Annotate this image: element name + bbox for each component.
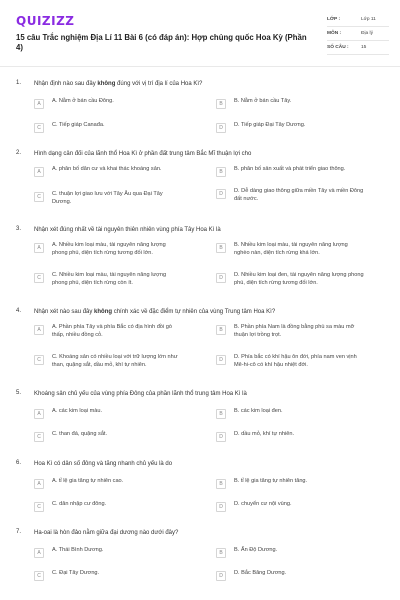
option-a[interactable]	[34, 408, 182, 422]
option-letter: A	[34, 99, 44, 109]
option-text: B. Ấn Độ Dương.	[234, 547, 278, 553]
option-letter: C	[34, 432, 44, 442]
option-text: B. các kim loại đen.	[234, 408, 283, 414]
meta-key: SỐ CÂU :	[327, 45, 349, 50]
option-d[interactable]	[216, 188, 364, 210]
option-a[interactable]	[34, 166, 182, 180]
option-letter: C	[34, 502, 44, 512]
option-text: A. Nhiều kim loại màu, tài nguyên năng lượng phong phú, diện tích rừng tương đối lớn.	[52, 242, 166, 256]
worksheet-header	[0, 0, 400, 66]
option-text: A. Phần phía Tây và phía Bắc có địa hình đồi gò thấp, nhiều đồng cỏ.	[52, 324, 172, 338]
option-letter: C	[34, 273, 44, 283]
option-letter: C	[34, 355, 44, 365]
option-text: D. chuyển cư nội vùng.	[234, 501, 292, 507]
option-text: C. Đại Tây Dương.	[52, 570, 100, 576]
option-c[interactable]	[34, 354, 182, 376]
page-title: 15 câu Trắc nghiệm Địa Lí 11 Bài 6 (có đáp án): Hợp chủng quốc Hoa Kỳ (Phần 4)	[16, 33, 307, 52]
option-a[interactable]	[34, 242, 182, 264]
option-text: C. Khoáng sản có nhiều loại với trữ lượng lớn như than, quặng sắt, dầu mỏ, khí tự nhiên.	[52, 354, 178, 368]
option-a[interactable]	[34, 324, 182, 346]
meta-row-question-count	[327, 41, 389, 55]
option-text: C. Tiếp giáp Canađa.	[52, 122, 105, 128]
option-letter: C	[34, 192, 44, 202]
option-letter: A	[34, 479, 44, 489]
option-letter: D	[216, 432, 226, 442]
option-letter: C	[34, 123, 44, 133]
question-text: Nhận định nào sau đây không đúng với vị trí địa lí của Hoa Kì?	[34, 81, 203, 87]
question-text: Ha-oai là hòn đảo nằm giữa đại dương nào dưới đây?	[34, 530, 179, 536]
option-b[interactable]	[216, 242, 364, 264]
option-letter: D	[216, 189, 226, 199]
meta-value: Địa lý	[361, 31, 373, 36]
question-text: Nhận xét nào sau đây không chính xác về đặc điểm tự nhiên của vùng Trung tâm Hoa Kì?	[34, 309, 276, 315]
option-text: B. phân bố sản xuất và phát triển giao thông.	[234, 166, 346, 172]
option-b[interactable]	[216, 98, 364, 112]
meta-row-class	[327, 13, 389, 27]
option-text: A. phân bố dân cư và khai thác khoáng sản.	[52, 166, 162, 172]
option-c[interactable]	[34, 122, 182, 136]
option-b[interactable]	[216, 547, 364, 561]
option-c[interactable]	[34, 431, 182, 445]
meta-value: Lớp 11	[361, 17, 376, 22]
option-text: B. Nhiều kim loại màu, tài nguyên năng lượng nghèo nàn, diện tích rừng khá lớn.	[234, 242, 348, 256]
option-letter: B	[216, 479, 226, 489]
option-d[interactable]	[216, 501, 364, 515]
option-text: C. thuận lợi giao lưu với Tây Âu qua Đại Tây Dương.	[52, 191, 163, 205]
question-number: 1.	[16, 80, 22, 86]
option-d[interactable]	[216, 570, 364, 584]
option-letter: D	[216, 355, 226, 365]
option-c[interactable]	[34, 570, 182, 584]
option-text: D. Phía bắc có khí hậu ôn đới, phía nam ven vịnh Mê-hi-cô có khí hậu nhiệt đới.	[234, 354, 357, 368]
option-letter: B	[216, 99, 226, 109]
option-letter: B	[216, 409, 226, 419]
meta-key: MÔN :	[327, 31, 342, 36]
option-letter: A	[34, 167, 44, 177]
option-letter: A	[34, 325, 44, 335]
option-letter: B	[216, 243, 226, 253]
question-text: Nhận xét đúng nhất về tài nguyên thiên nhiên vùng phía Tây Hoa Kì là	[34, 227, 221, 233]
option-letter: A	[34, 243, 44, 253]
option-a[interactable]	[34, 98, 182, 112]
meta-table	[327, 13, 389, 55]
option-text: D. Tiếp giáp Đại Tây Dương.	[234, 122, 306, 128]
question-text: Hình dạng cân đối của lãnh thổ Hoa Kì ở phần đất trung tâm Bắc Mĩ thuận lợi cho	[34, 151, 252, 157]
option-text: D. Nhiều kim loại đen, tài nguyên năng lượng phong phú, diện tích rừng tương đối lớn.	[234, 272, 364, 286]
question-number: 3.	[16, 226, 22, 232]
option-text: B. Phần phía Nam là đồng bằng phù sa màu mỡ thuận lợi trồng trọt.	[234, 324, 355, 338]
option-text: C. than đá, quặng sắt.	[52, 431, 108, 437]
option-letter: D	[216, 571, 226, 581]
meta-key: LỚP :	[327, 17, 341, 22]
option-d[interactable]	[216, 354, 364, 376]
option-text: B. tỉ lệ gia tăng tự nhiên tăng.	[234, 478, 308, 484]
question-number: 6.	[16, 460, 22, 466]
option-b[interactable]	[216, 478, 364, 492]
option-c[interactable]	[34, 501, 182, 515]
question-text: Khoáng sản chủ yếu của vùng phía Đông của phần lãnh thổ trung tâm Hoa Kì là	[34, 391, 247, 397]
option-text: A. Thái Bình Dương.	[52, 547, 104, 553]
header-divider	[0, 66, 400, 67]
option-text: D. dầu mỏ, khí tự nhiên.	[234, 431, 295, 437]
option-text: A. các kim loại màu.	[52, 408, 103, 414]
question-number: 7.	[16, 529, 22, 535]
option-text: D. Bắc Băng Dương.	[234, 570, 287, 576]
option-letter: D	[216, 273, 226, 283]
option-d[interactable]	[216, 122, 364, 136]
option-text: C. dân nhập cư đông.	[52, 501, 107, 507]
option-d[interactable]	[216, 431, 364, 445]
option-b[interactable]	[216, 324, 364, 346]
option-b[interactable]	[216, 166, 364, 180]
option-text: B. Nằm ở bán cầu Tây.	[234, 98, 292, 104]
option-text: D. Dễ dàng giao thông giữa miền Tây và miền Đông đất nước.	[234, 188, 364, 202]
question-number: 5.	[16, 390, 22, 396]
option-a[interactable]	[34, 478, 182, 492]
option-d[interactable]	[216, 272, 364, 294]
meta-value: 15	[361, 45, 367, 50]
option-letter: C	[34, 571, 44, 581]
option-text: A. Nằm ở bán cầu Đông.	[52, 98, 114, 104]
option-letter: B	[216, 167, 226, 177]
question-number: 4.	[16, 308, 22, 314]
meta-row-subject	[327, 27, 389, 41]
option-a[interactable]	[34, 547, 182, 561]
option-letter: B	[216, 325, 226, 335]
option-letter: A	[34, 548, 44, 558]
option-letter: A	[34, 409, 44, 419]
quizizz-logo: QUIZIZZ	[16, 14, 75, 28]
option-b[interactable]	[216, 408, 364, 422]
question-number: 2.	[16, 150, 22, 156]
option-text: C. Nhiều kim loại màu, tài nguyên năng lượng phong phú, diện tích rừng còn ít.	[52, 272, 167, 286]
question-text: Hoa Kì có dân số đông và tăng nhanh chủ yếu là do	[34, 461, 173, 467]
option-c[interactable]	[34, 191, 182, 205]
option-c[interactable]	[34, 272, 182, 294]
option-letter: D	[216, 502, 226, 512]
option-letter: D	[216, 123, 226, 133]
option-text: A. tỉ lệ gia tăng tự nhiên cao.	[52, 478, 124, 484]
option-letter: B	[216, 548, 226, 558]
